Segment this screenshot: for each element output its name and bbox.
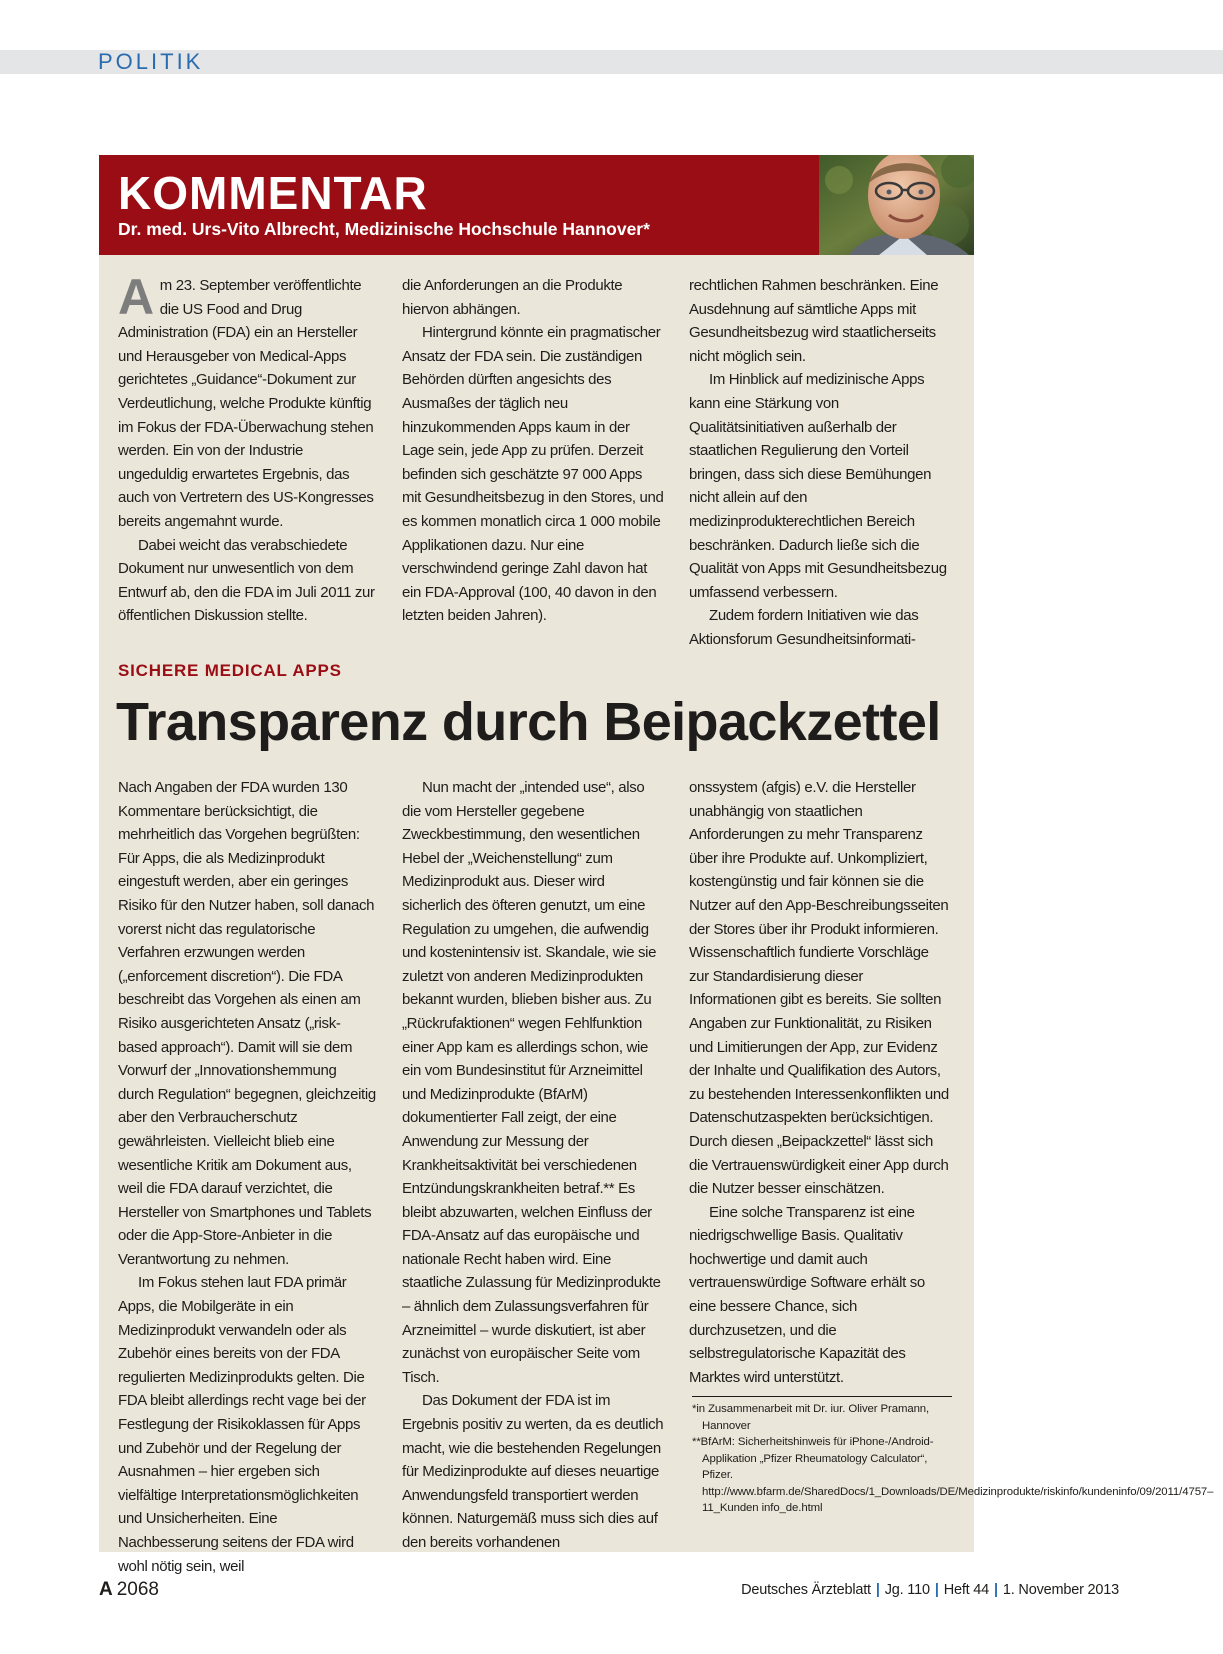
paragraph: Dabei weicht das verabschiedete Dokument nur unwesentlich von dem Entwurf ab, den die FDA im Juli 2011 zur öffentlichen Diskussion stellte. xyxy=(118,536,375,625)
page-number xyxy=(99,1579,159,1601)
author-portrait-image xyxy=(819,155,974,255)
kommentar-column-2 xyxy=(402,274,664,628)
volume: Jg. 110 xyxy=(884,1582,930,1598)
separator: | xyxy=(875,1582,880,1598)
paragraph: rechtlichen Rahmen beschränken. Eine Ausdehnung auf sämtliche Apps mit Gesundheitsbezug wird staatlicherseits nicht möglich sein. xyxy=(689,277,939,365)
paragraph: Nach Angaben der FDA wurden 130 Kommentare berücksichtigt, die mehrheitlich das Vorgehen begrüßten: Für Apps, die als Medizinprodukt eingestuft werden, aber ein geringes Risiko für den Nutzer haben, soll danach vorerst nicht das regulatorische Verfahren erzwungen werden („enforcement discretion“). Die FDA beschreibt das Vorgehen als einen am Risiko ausgerichteten Ansatz („risk-based approach“). Damit will sie dem Vorwurf der „Innovationshemmung durch Regulation“ begegnen, gleichzeitig aber den Verbraucherschutz gewährleisten. Vielleicht blieb eine wesentliche Kritik am Dokument aus, weil die FDA darauf verzichtet, die Hersteller von Smartphones und Tablets oder die App-Store-Anbieter in die Verantwortung zu nehmen. xyxy=(118,779,376,1268)
paragraph: Im Hinblick auf medizinische Apps kann eine Stärkung von Qualitätsinitiativen außerhalb der staatlichen Regulierung den Vorteil bringen, dass sich diese Bemühungen nicht allein auf den medizinprodukterechtlichen Bereich beschränken. Dadurch ließe sich die Qualität von Apps mit Gesundheitsbezug umfassend verbessern. xyxy=(689,371,947,601)
paragraph: die Anforderungen an die Produkte hiervon abhängen. xyxy=(402,277,623,318)
kommentar-title: KOMMENTAR xyxy=(118,167,428,219)
paragraph: Hintergrund könnte ein pragmatischer Ansatz der FDA sein. Die zuständigen Behörden dürften angesichts des Ausmaßes der täglich neu hinzukommenden Apps kaum in der Lage sein, jede App zu prüfen. Derzeit befinden sich geschätzte 97 000 Apps mit Gesundheitsbezug in den Stores, und es kommen monatlich circa 1 000 mobile Applikationen dazu. Nur eine verschwindend geringe Zahl davon hat ein FDA-Approval (100, 40 davon in den letzten beiden Jahren). xyxy=(402,324,664,625)
paragraph: Im Fokus stehen laut FDA primär Apps, die Mobilgeräte in ein Medizinprodukt verwandeln oder als Zubehör eines bereits von der FDA regulierten Medizinprodukts gelten. Die FDA bleibt allerdings recht vage bei der Festlegung der Risikoklassen für Apps und Zubehör und der Regelung der Ausnahmen – hier ergeben sich vielfältige Interpretationsmöglichkeiten und Unsicherheiten. Eine Nachbesserung seitens der FDA wird wohl nötig sein, weil xyxy=(118,1274,366,1575)
footnote: **BfArM: Sicherheitshinweis für iPhone-/Android-Applikation „Pfizer Rheumatology Calculator“, Pfizer. http://www.bfarm.de/SharedDocs/1_Downloads/DE/Medizinprodukte/riskinfo/kundeninfo/09/2011/4757–11_Kunden info_de.html xyxy=(692,1436,1214,1514)
footnote: *in Zusammenarbeit mit Dr. iur. Oliver Pramann, Hannover xyxy=(692,1403,930,1432)
paragraph: onssystem (afgis) e.V. die Hersteller unabhängig von staatlichen Anforderungen zu mehr Transparenz über ihre Produkte auf. Unkompliziert, kostengünstig und fair können sie die Nutzer auf den App-Beschreibungsseiten der Stores über ihr Produkt informieren. Wissenschaftlich fundierte Vorschläge zur Standardisierung dieser Informationen gibt es bereits. Sie sollten Angaben zur Funktionalität, zu Risiken und Limitierungen der App, zur Evidenz der Inhalte und Qualifikation des Autors, zu bestehenden Interessenkonflikten und Datenschutzaspekten berücksichtigen. Durch diesen „Beipackzettel“ lässt sich die Vertrauenswürdigkeit einer App durch die Nutzer besser einschätzen. xyxy=(689,779,949,1198)
footnotes xyxy=(692,1401,1214,1517)
section-label: POLITIK xyxy=(98,49,204,74)
journal-name: Deutsches Ärzteblatt xyxy=(741,1582,871,1598)
kommentar-column-1 xyxy=(118,269,376,628)
issue-date: 1. November 2013 xyxy=(1002,1582,1119,1598)
article-column-3 xyxy=(689,776,951,1389)
paragraph: Zudem fordern Initiativen wie das Aktionsforum Gesundheitsinformati- xyxy=(689,607,919,648)
page-prefix: A xyxy=(99,1579,113,1600)
separator: | xyxy=(994,1582,998,1598)
paragraph: Das Dokument der FDA ist im Ergebnis positiv zu werten, da es deutlich macht, wie die bestehenden Regelungen für Medizinprodukte auf dieses neuartige Anwendungsfeld transportiert werden können. Naturgemäß muss sich dies auf den bereits vorhandenen xyxy=(402,1392,664,1551)
footnote-divider xyxy=(692,1396,952,1397)
author-byline: Dr. med. Urs-Vito Albrecht, Medizinische Hochschule Hannover* xyxy=(118,219,650,239)
paragraph: m 23. September veröffentlichte die US Food and Drug Administration (FDA) ein an Hersteller und Herausgeber von Medical-Apps gerichtetes „Guidance“-Dokument zur Verdeutlichung, welche Produkte künftig im Fokus der FDA-Überwachung stehen werden. Ein von der Industrie ungeduldig erwartetes Ergebnis, das auch von Vertretern des US-Kongresses bereits angemahnt wurde. xyxy=(118,277,374,530)
drop-cap: A xyxy=(118,269,154,325)
journal-info xyxy=(741,1582,1119,1598)
separator: | xyxy=(934,1582,939,1598)
author-portrait xyxy=(819,155,974,255)
kommentar-column-3 xyxy=(689,274,951,652)
page-number-value: 2068 xyxy=(116,1579,160,1600)
article-kicker: SICHERE MEDICAL APPS xyxy=(118,661,342,680)
issue: Heft 44 xyxy=(943,1582,990,1598)
article-headline: Transparenz durch Beipackzettel xyxy=(116,692,941,752)
article-column-1 xyxy=(118,776,376,1578)
paragraph: Nun macht der „intended use“, also die vom Hersteller gegebene Zweckbestimmung, den wesentlichen Hebel der „Weichenstellung“ zum Medizinprodukt aus. Dieser wird sicherlich des öfteren genutzt, um eine Regulation zu umgehen, die aufwendig und kostenintensiv ist. Skandale, wie sie zuletzt von anderen Medizinprodukten bekannt wurden, blieben bisher aus. Zu „Rückrufaktionen“ wegen Fehlfunktion einer App kam es allerdings schon, wie ein vom Bundesinstitut für Arzneimittel und Medizinprodukte (BfArM) dokumentierter Fall zeigt, der eine Anwendung zur Messung der Krankheitsaktivität bei verschiedenen Entzündungskrankheiten betraf.** Es bleibt abzuwarten, welchen Einfluss der FDA-Ansatz auf das europäische und nationale Recht haben wird. Eine staatliche Zulassung für Medizinprodukte – ähnlich dem Zulassungsverfahren für Arzneimittel – wurde diskutiert, ist aber zunächst von europäischer Seite vom Tisch. xyxy=(402,779,661,1386)
article-column-2 xyxy=(402,776,664,1555)
paragraph: Eine solche Transparenz ist eine niedrigschwellige Basis. Qualitativ hochwertige und damit auch vertrauenswürdige Software erhält so eine bessere Chance, sich durchzusetzen, und die selbstregulatorische Kapazität des Marktes wird unterstützt. xyxy=(689,1203,925,1386)
